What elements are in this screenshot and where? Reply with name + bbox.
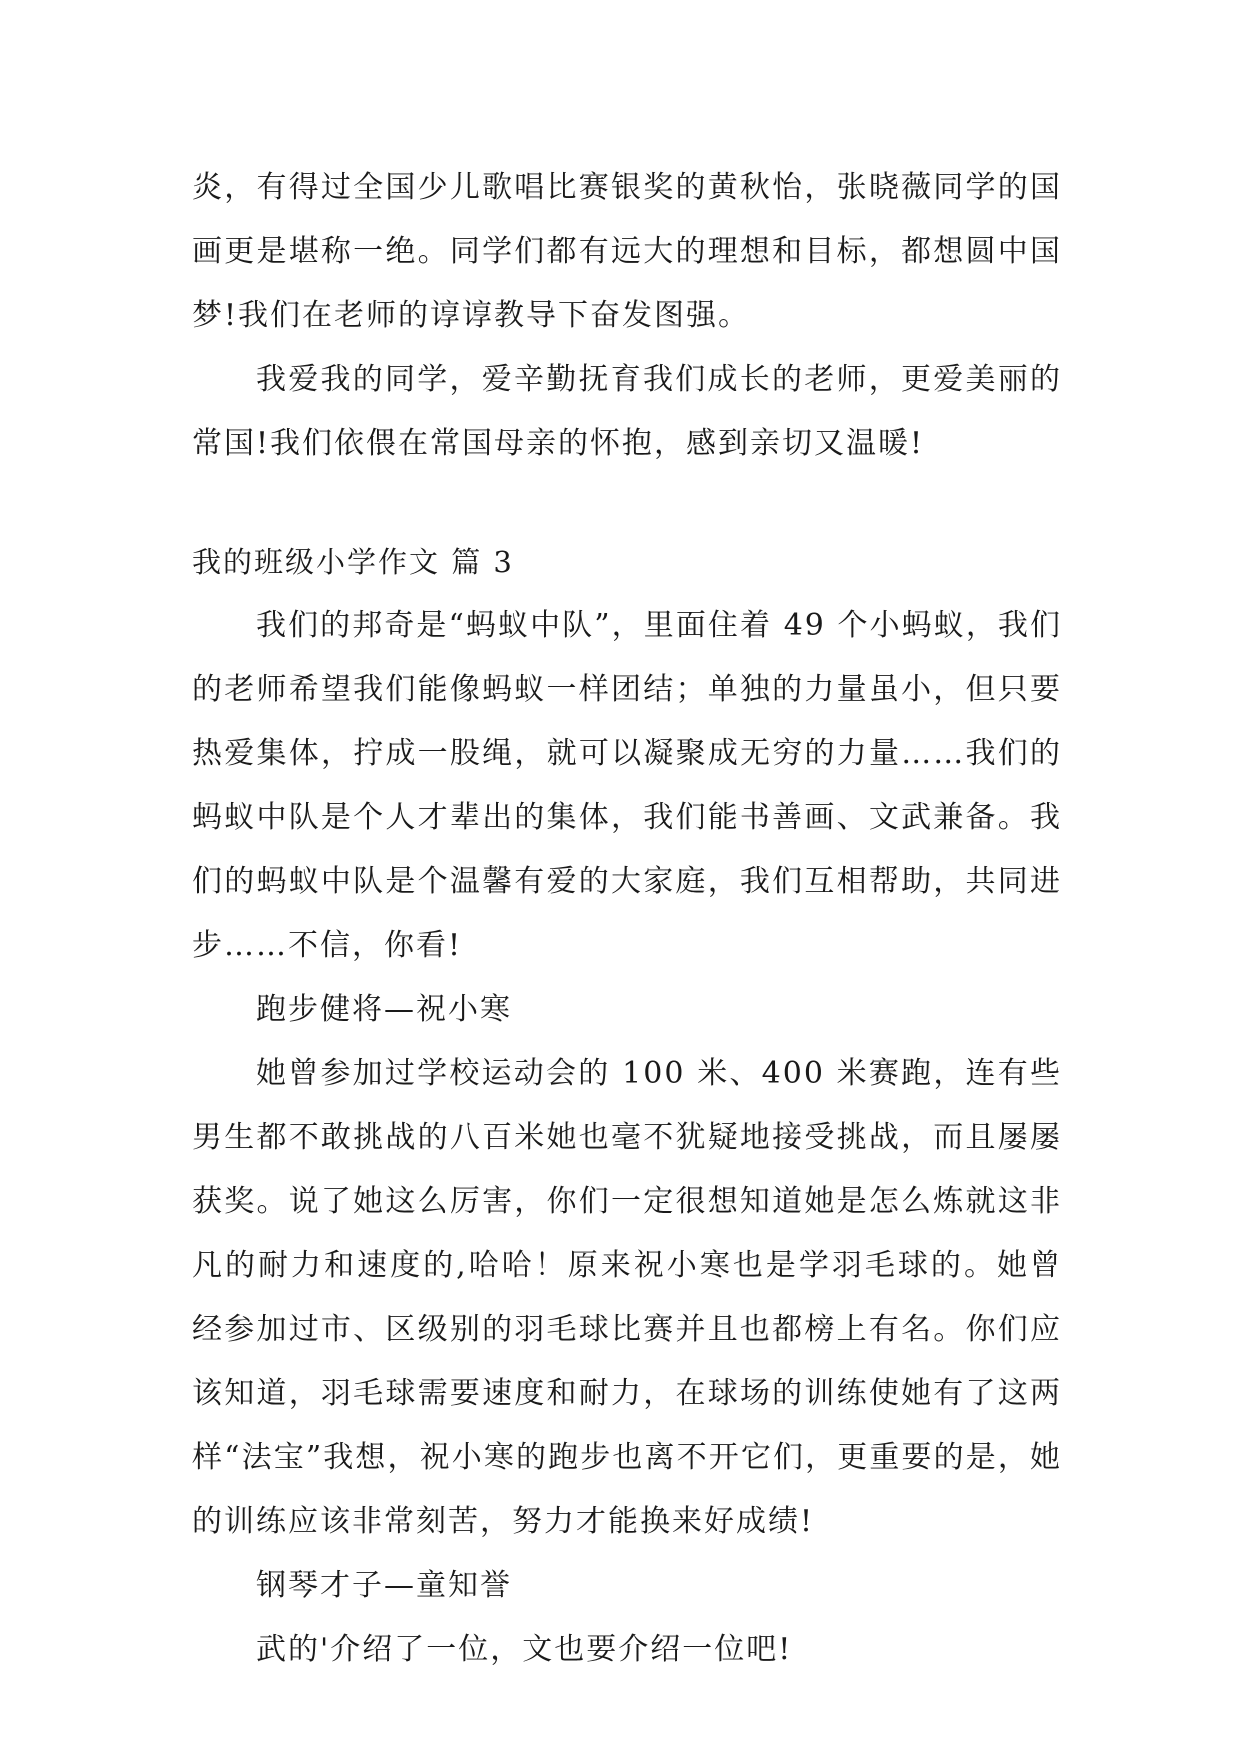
subheading-runner: 跑步健将—祝小寒: [256, 992, 512, 1027]
document-page: [192, 156, 1062, 1682]
subheading-pianist: 钢琴才子—童知誉: [256, 1568, 512, 1603]
paragraph-2: 我爱我的同学，爱辛勤抚育我们成长的老师，更爱美丽的常国!我们依偎在常国母亲的怀抱，感到亲切又温暖!: [192, 362, 1062, 461]
paragraph-1: 炎，有得过全国少儿歌唱比赛银奖的黄秋怡，张晓薇同学的国画更是堪称一绝。同学们都有远大的理想和目标，都想圆中国梦!我们在老师的谆谆教导下奋发图强。: [192, 170, 1062, 333]
paragraph-5: 她曾参加过学校运动会的 100 米、400 米赛跑，连有些男生都不敢挑战的八百米她也毫不犹疑地接受挑战，而且屡屡获奖。说了她这么厉害，你们一定很想知道她是怎么炼就这非凡的耐力和速度的,哈哈！原来祝小寒也是学羽毛球的。她曾经参加过市、区级别的羽毛球比赛并且也都榜上有名。你们应该知道，羽毛球需要速度和耐力，在球场的训练使她有了这两样“法宝”我想，祝小寒的跑步也离不开它们，更重要的是，她的训练应该非常刻苦，努力才能换来好成绩!: [192, 1056, 1062, 1539]
paragraph-3: 我们的邦奇是“蚂蚁中队”，里面住着 49 个小蚂蚁，我们的老师希望我们能像蚂蚁一样团结；单独的力量虽小，但只要热爱集体，拧成一股绳，就可以凝聚成无穷的力量……我们的蚂蚁中队是个人才辈出的集体，我们能书善画、文武兼备。我们的蚂蚁中队是个温馨有爱的大家庭，我们互相帮助，共同进步……不信，你看!: [192, 608, 1062, 963]
paragraph-7: 武的'介绍了一位，文也要介绍一位吧!: [256, 1632, 793, 1667]
section-heading: 我的班级小学作文 篇 3: [192, 545, 514, 579]
